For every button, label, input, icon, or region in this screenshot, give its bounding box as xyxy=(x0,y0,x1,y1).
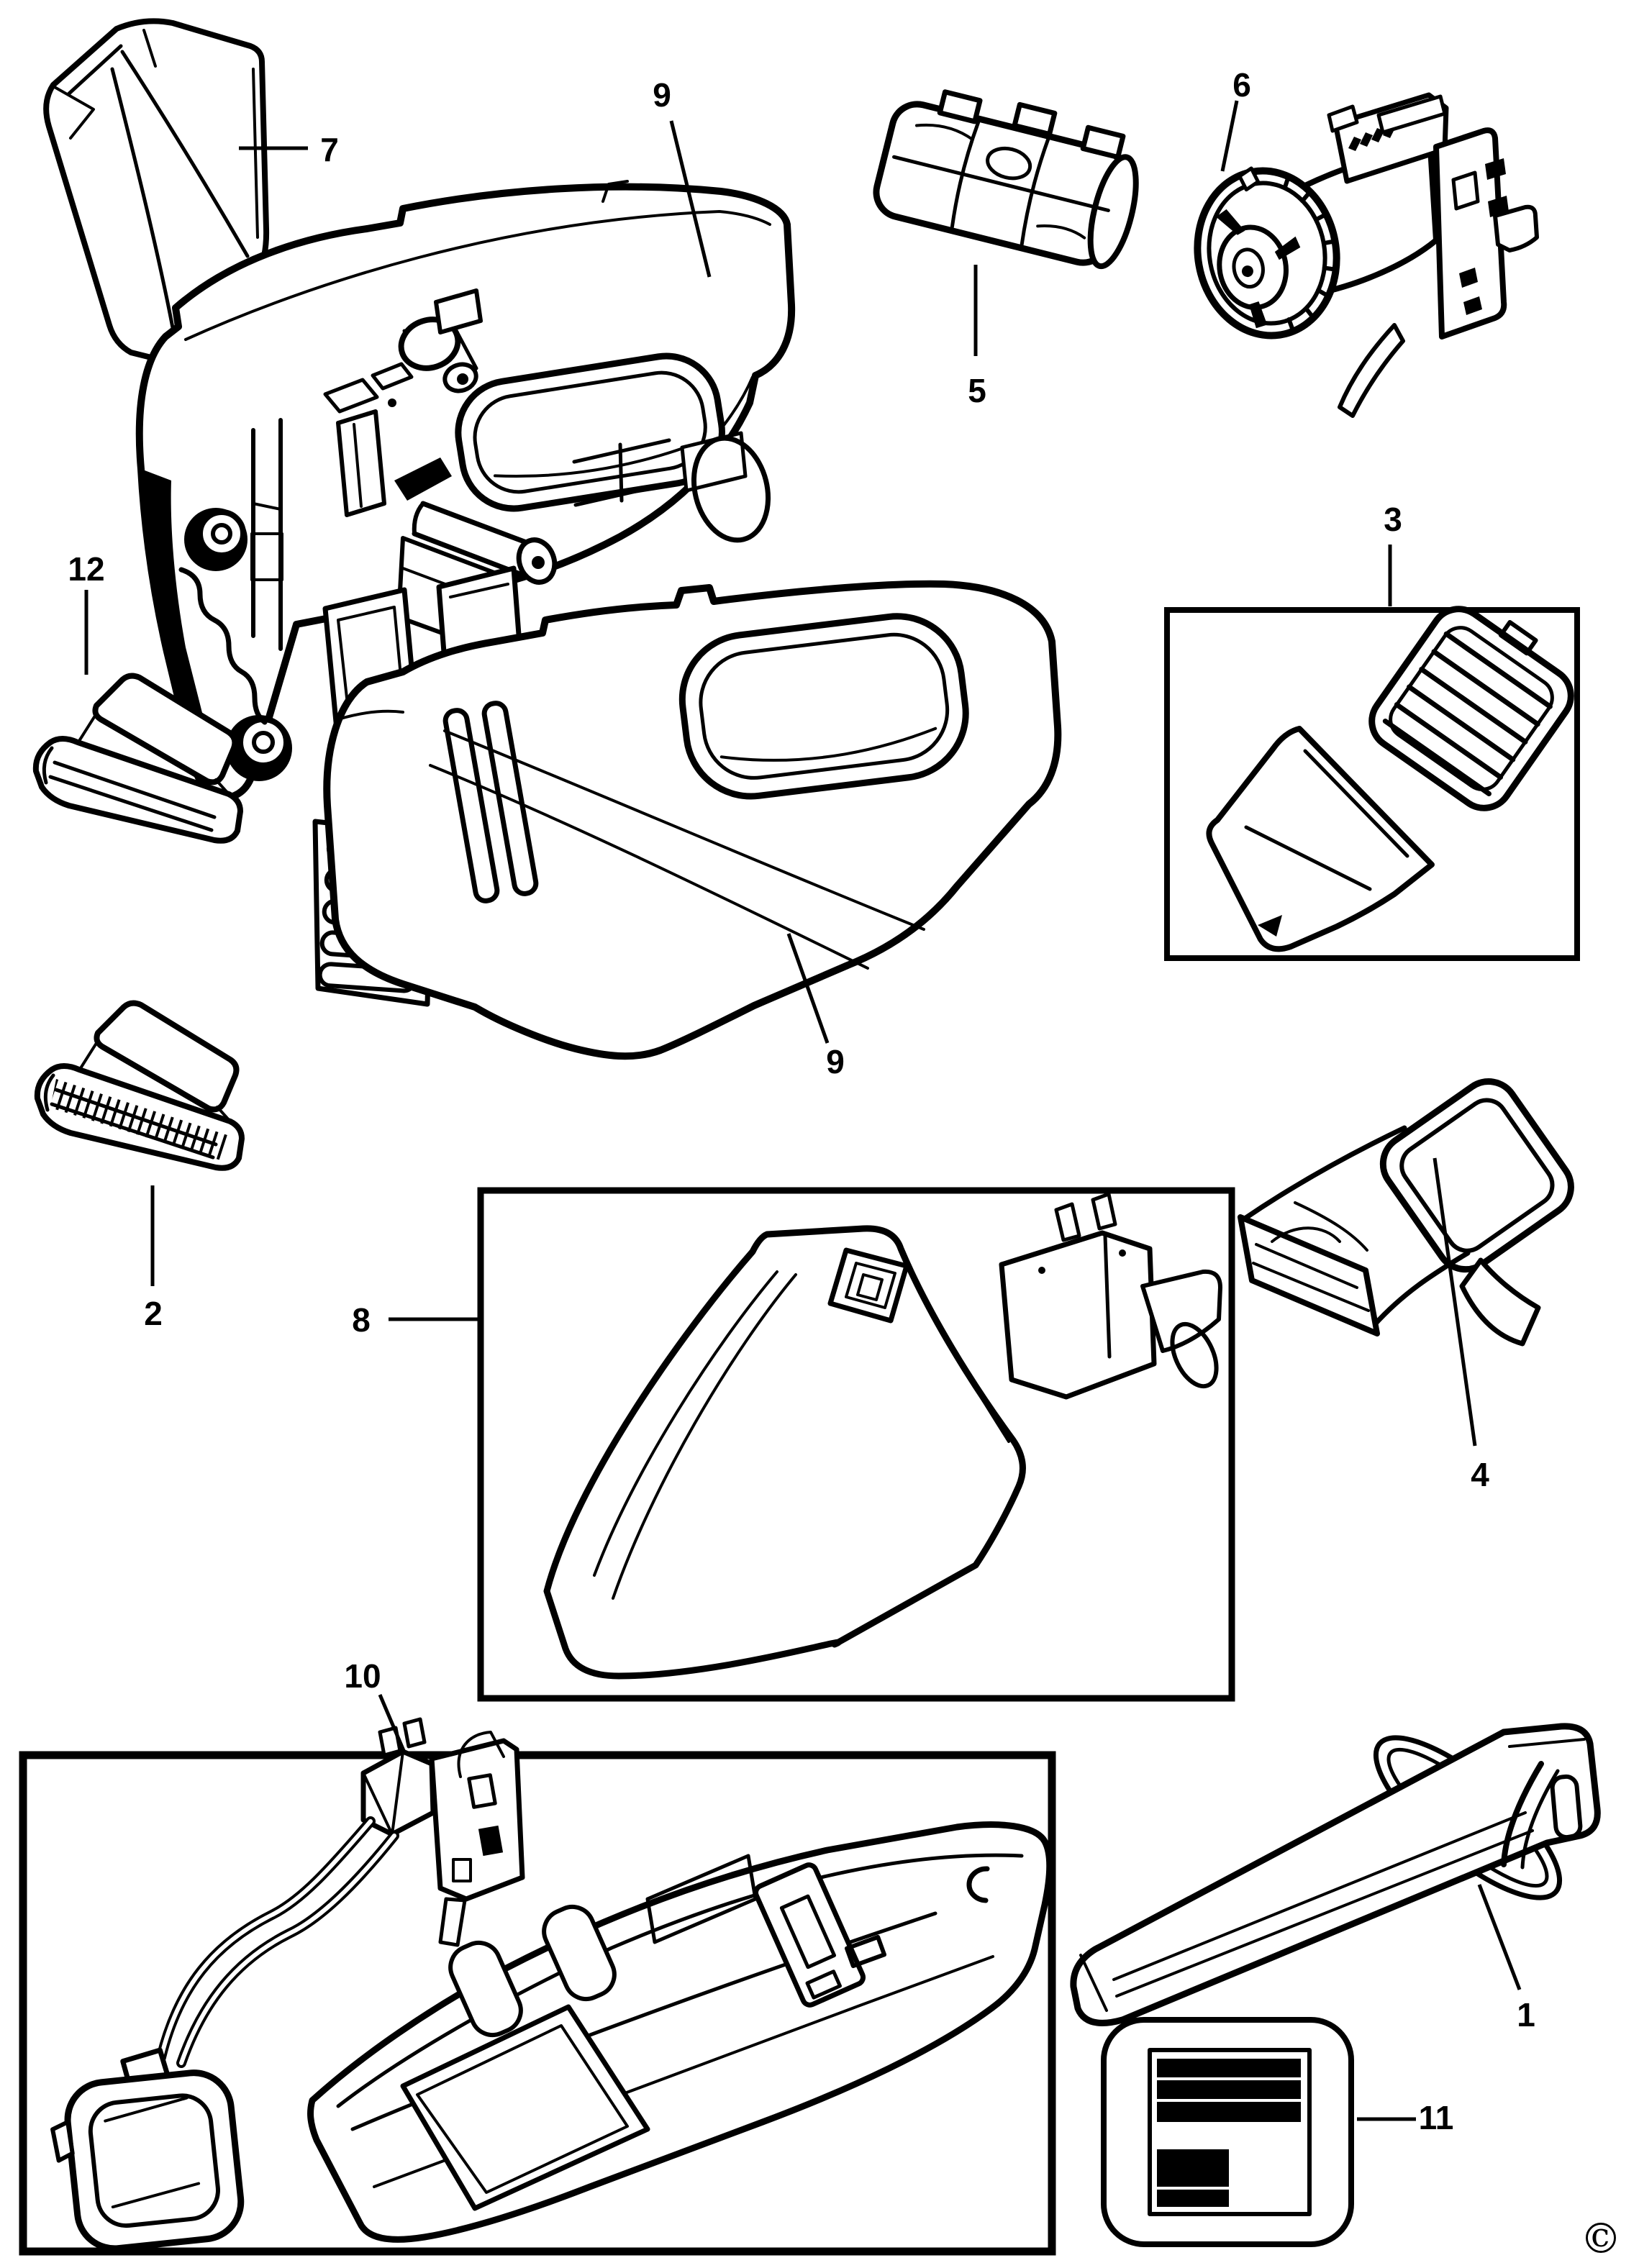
part-9-main-body xyxy=(315,584,1058,1056)
callout-part-7: 7 xyxy=(320,131,339,168)
label-bar-2 xyxy=(1157,2080,1301,2099)
callout-part-2: 2 xyxy=(144,1295,163,1332)
callout-part-9-upper: 9 xyxy=(653,76,671,114)
label-bar-3 xyxy=(1157,2102,1301,2122)
part-5-battery-pack xyxy=(871,76,1151,272)
charging-base xyxy=(311,1825,1050,2240)
callout-part-12: 12 xyxy=(68,550,105,588)
wall-charger-plug xyxy=(45,2044,245,2254)
callout-part-1: 1 xyxy=(1517,1996,1535,2034)
leader-part-6 xyxy=(1222,101,1237,171)
part-8-dust-bowl-set xyxy=(547,1194,1225,1676)
callout-part-5: 5 xyxy=(968,372,986,409)
copyright-mark: © xyxy=(1580,2214,1622,2263)
part-3-filter-set xyxy=(1209,587,1589,949)
callout-part-8: 8 xyxy=(352,1301,371,1339)
leader-part-1 xyxy=(1479,1885,1520,1990)
callout-part-10: 10 xyxy=(344,1657,381,1695)
part-4-nozzle xyxy=(1240,1070,1582,1344)
part-1-crevice-tool xyxy=(1073,1713,1597,2023)
callout-part-6: 6 xyxy=(1232,66,1251,104)
part-2-filter xyxy=(37,1003,242,1168)
part-11-rating-label xyxy=(1104,2020,1351,2244)
mains-lead xyxy=(150,1821,394,2077)
part-10-charger-base-set xyxy=(45,1719,1050,2254)
label-block-1 xyxy=(1157,2149,1229,2187)
callout-part-11: 11 xyxy=(1418,2099,1454,2136)
callout-part-3: 3 xyxy=(1384,501,1402,538)
callout-part-4: 4 xyxy=(1471,1456,1489,1493)
callout-part-9-body: 9 xyxy=(826,1043,845,1080)
part-6-motor-fan-assembly xyxy=(1184,95,1537,416)
label-block-2 xyxy=(1157,2190,1229,2207)
label-bar-1 xyxy=(1157,2059,1301,2077)
